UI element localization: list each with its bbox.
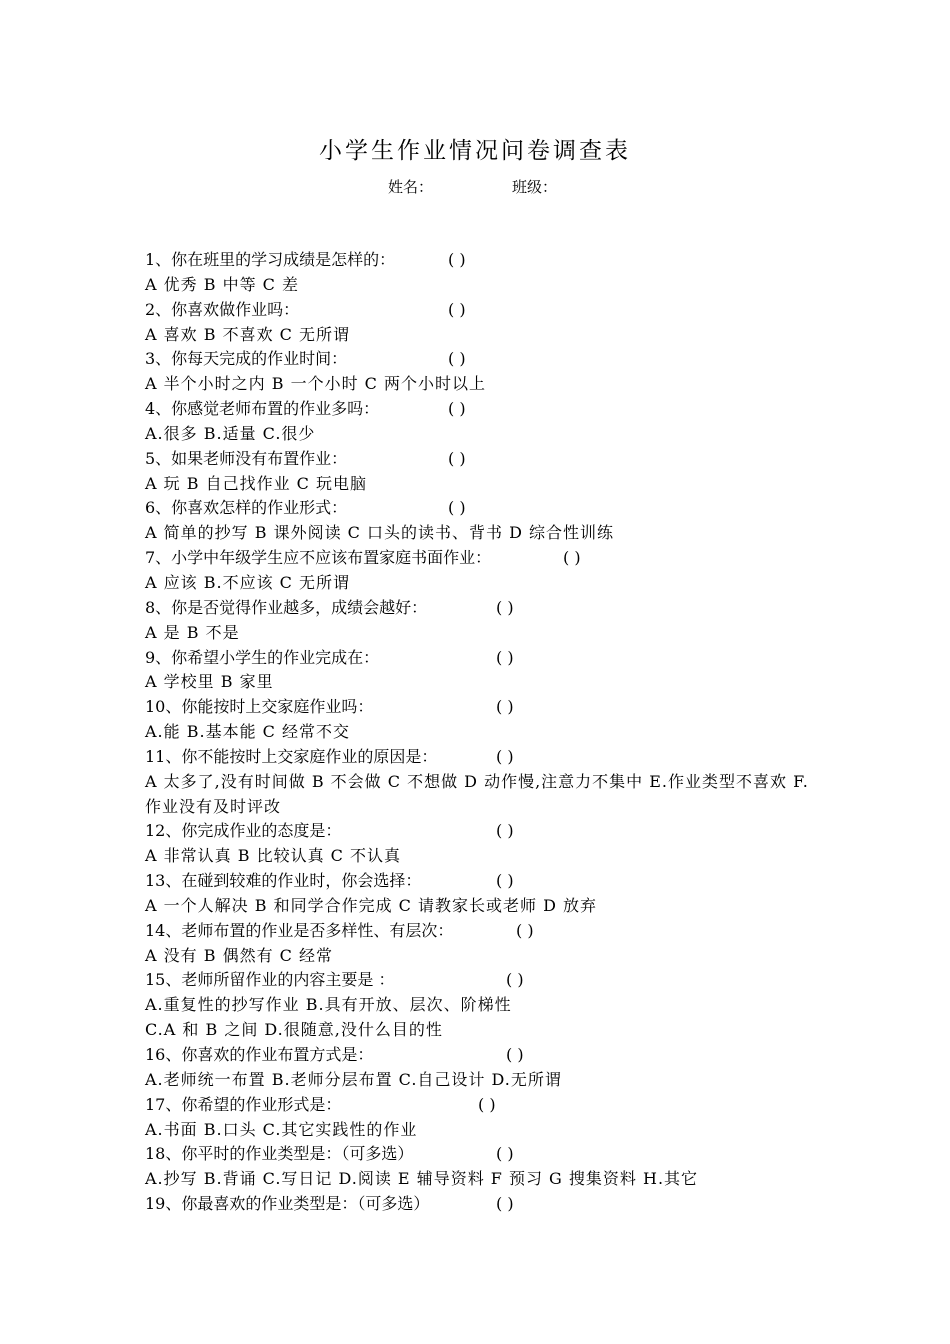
question-18-options: A.抄写 B.背诵 C.写日记 D.阅读 E 辅导资料 F 预习 G 搜集资料 H.其它 bbox=[145, 1169, 699, 1189]
question-13-options: A 一个人解决 B 和同学合作完成 C 请教家长或老师 D 放弃 bbox=[145, 895, 597, 915]
question-12-options: A 非常认真 B 比较认真 C 不认真 bbox=[145, 846, 401, 866]
question-text: 9、你希望小学生的作业完成在： bbox=[145, 647, 380, 667]
question-9 bbox=[145, 646, 825, 671]
question-15-options: C.A 和 B 之间 D.很随意,没什么目的性 bbox=[145, 1020, 443, 1040]
question-12 bbox=[145, 819, 825, 844]
question-4-options: A.很多 B.适量 C.很少 bbox=[145, 423, 316, 443]
answer-blank[interactable]: ( ) bbox=[478, 1094, 496, 1114]
question-list bbox=[145, 248, 825, 1217]
answer-blank[interactable]: ( ) bbox=[448, 498, 466, 518]
question-2-options: A 喜欢 B 不喜欢 C 无所谓 bbox=[145, 324, 350, 344]
question-19 bbox=[145, 1192, 825, 1217]
answer-blank[interactable]: ( ) bbox=[506, 970, 524, 990]
answer-blank[interactable]: ( ) bbox=[496, 1144, 514, 1164]
question-10 bbox=[145, 695, 825, 720]
question-13 bbox=[145, 869, 825, 894]
question-3 bbox=[145, 347, 825, 372]
answer-blank[interactable]: ( ) bbox=[563, 548, 581, 568]
question-6 bbox=[145, 496, 825, 521]
question-text: 19、你最喜欢的作业类型是：（可多选） bbox=[145, 1194, 430, 1214]
question-text: 1、你在班里的学习成绩是怎样的： bbox=[145, 250, 396, 269]
question-11 bbox=[145, 745, 825, 770]
question-text: 6、你喜欢怎样的作业形式： bbox=[145, 498, 348, 518]
question-text: 5、如果老师没有布置作业： bbox=[145, 448, 348, 468]
question-7-options: A 应该 B.不应该 C 无所谓 bbox=[145, 572, 350, 592]
question-text: 15、老师所留作业的内容主要是 ： bbox=[145, 970, 395, 990]
page-title: 小学生作业情况问卷调查表 bbox=[319, 138, 631, 164]
question-5 bbox=[145, 447, 825, 472]
answer-blank[interactable]: ( ) bbox=[448, 250, 466, 269]
question-14-options: A 没有 B 偶然有 C 经常 bbox=[145, 945, 333, 965]
question-9-options: A 学校里 B 家里 bbox=[145, 672, 274, 692]
question-16-options: A.老师统一布置 B.老师分层布置 C.自己设计 D.无所谓 bbox=[145, 1069, 562, 1089]
question-7 bbox=[145, 546, 825, 571]
question-15-options: A.重复性的抄写作业 B.具有开放、层次、阶梯性 bbox=[145, 995, 512, 1015]
question-16 bbox=[145, 1043, 825, 1068]
answer-blank[interactable]: ( ) bbox=[496, 647, 514, 667]
question-8 bbox=[145, 596, 825, 621]
answer-blank[interactable]: ( ) bbox=[496, 597, 514, 617]
question-text: 7、小学中年级学生应不应该布置家庭书面作业： bbox=[145, 548, 492, 568]
answer-blank[interactable]: ( ) bbox=[496, 1194, 514, 1214]
name-label: 姓名： bbox=[388, 178, 434, 196]
question-11-options: A 太多了,没有时间做 B 不会做 C 不想做 D 动作慢,注意力不集中 E.作业类型不喜欢 F.作业没有及时评改 bbox=[145, 771, 809, 816]
question-text: 2、你喜欢做作业吗： bbox=[145, 299, 300, 319]
question-5-options: A 玩 B 自己找作业 C 玩电脑 bbox=[145, 473, 367, 493]
question-text: 8、你是否觉得作业越多，成绩会越好： bbox=[145, 597, 428, 617]
question-14 bbox=[145, 919, 825, 944]
question-text: 12、你完成作业的态度是： bbox=[145, 821, 342, 841]
question-text: 13、在碰到较难的作业时，你会选择： bbox=[145, 871, 422, 891]
name-class-line bbox=[388, 176, 557, 197]
question-text: 14、老师布置的作业是否多样性、有层次： bbox=[145, 920, 454, 940]
question-text: 4、你感觉老师布置的作业多吗： bbox=[145, 399, 380, 419]
question-4 bbox=[145, 397, 825, 422]
answer-blank[interactable]: ( ) bbox=[448, 399, 466, 419]
question-1 bbox=[145, 248, 825, 273]
question-10-options: A.能 B.基本能 C 经常不交 bbox=[145, 722, 350, 742]
question-text: 17、你希望的作业形式是： bbox=[145, 1094, 342, 1114]
question-17-options: A.书面 B.口头 C.其它实践性的作业 bbox=[145, 1119, 418, 1139]
class-label: 班级： bbox=[512, 178, 558, 196]
answer-blank[interactable]: ( ) bbox=[496, 746, 514, 766]
answer-blank[interactable]: ( ) bbox=[448, 448, 466, 468]
answer-blank[interactable]: ( ) bbox=[496, 697, 514, 717]
answer-blank[interactable]: ( ) bbox=[516, 920, 534, 940]
answer-blank[interactable]: ( ) bbox=[506, 1045, 524, 1064]
question-text: 11、你不能按时上交家庭作业的原因是： bbox=[145, 746, 438, 766]
answer-blank[interactable]: ( ) bbox=[496, 871, 514, 891]
question-8-options: A 是 B 不是 bbox=[145, 622, 240, 642]
question-2 bbox=[145, 298, 825, 323]
question-1-options: A 优秀 B 中等 C 差 bbox=[145, 274, 299, 294]
answer-blank[interactable]: ( ) bbox=[448, 299, 466, 319]
question-text: 18、你平时的作业类型是：（可多选） bbox=[145, 1144, 414, 1164]
question-17 bbox=[145, 1093, 825, 1118]
question-text: 10、你能按时上交家庭作业吗： bbox=[145, 697, 374, 717]
answer-blank[interactable]: ( ) bbox=[496, 821, 514, 841]
question-3-options: A 半个小时之内 B 一个小时 C 两个小时以上 bbox=[145, 374, 486, 394]
question-text: 3、你每天完成的作业时间： bbox=[145, 349, 348, 369]
question-15 bbox=[145, 968, 825, 993]
question-6-options: A 简单的抄写 B 课外阅读 C 口头的读书、背书 D 综合性训练 bbox=[145, 523, 614, 543]
question-18 bbox=[145, 1142, 825, 1167]
answer-blank[interactable]: ( ) bbox=[448, 349, 466, 369]
question-text: 16、你喜欢的作业布置方式是： bbox=[145, 1045, 374, 1064]
